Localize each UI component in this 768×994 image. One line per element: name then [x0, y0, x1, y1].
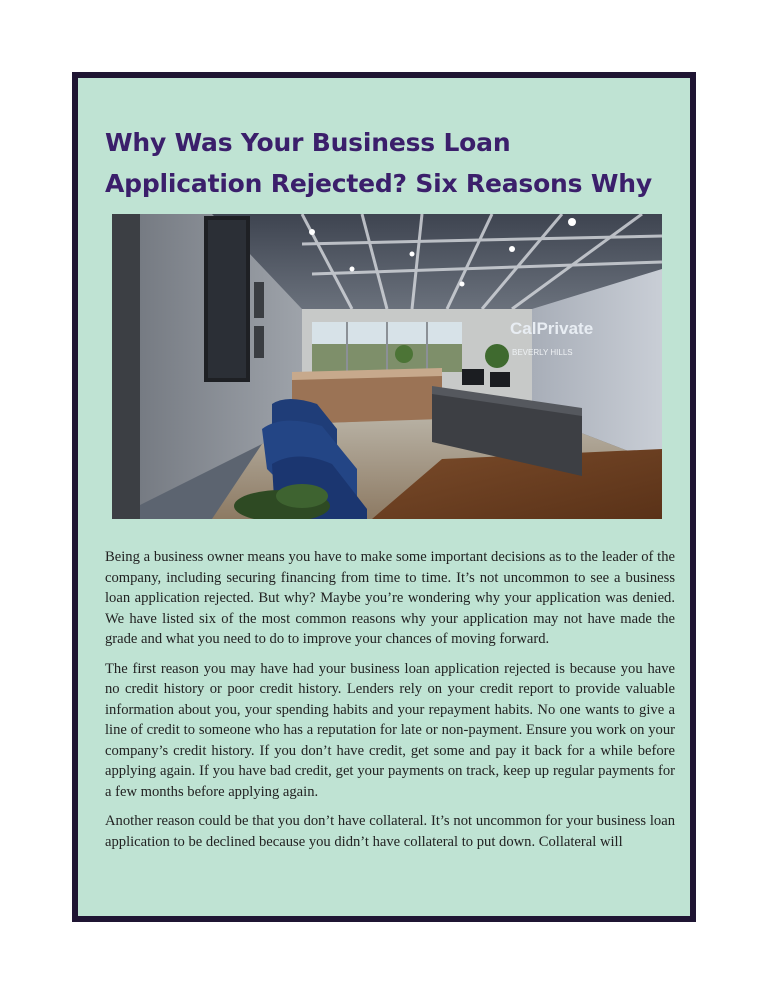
document-card — [72, 72, 696, 922]
sign-subtext: BEVERLY HILLS — [512, 348, 573, 357]
sign-text: CalPrivate — [510, 319, 594, 338]
article-body — [105, 547, 675, 861]
document-title: Why Was Your Business Loan Application Rejected? Six Reasons Why — [105, 128, 652, 198]
paragraph-intro: Being a business owner means you have to make some important decisions as to the leader of the company, including securing financing from time to time. It’s not uncommon to see a business loan application rejected. But why? Maybe you’re wondering why your application was denied. We have listed six of the most common reasons why your application may not have made the grade and what you need to do to improve your chances of moving forward. — [105, 549, 675, 647]
paragraph-credit-history: The first reason you may have had your business loan application rejected is because you have no credit history or poor credit history. Lenders rely on your credit report to provide valuable information about you, your spending habits and your repayment habits. No one wants to give a line of credit to someone who has a reputation for late or non-payment. Ensure you work on your company’s credit history. If you don’t have credit, get some and pay it back for a while before applying again. If you have bad credit, get your payments on track, keep up regular payments for a few months before applying again. — [105, 660, 675, 800]
paragraph-collateral: Another reason could be that you don’t have collateral. It’s not uncommon for your business loan application to be declined because you didn’t have collateral to put down. Collateral will — [105, 813, 675, 850]
office-reception-photo — [112, 214, 662, 519]
